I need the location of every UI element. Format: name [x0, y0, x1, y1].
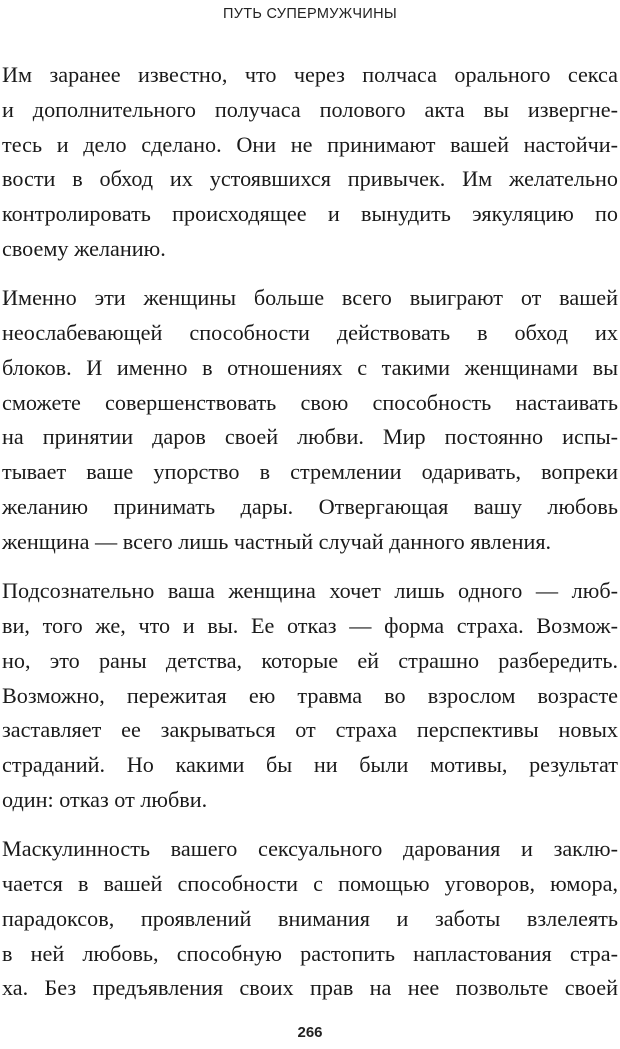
text-line: страданий. Но какими бы ни были мотивы, результат — [2, 752, 618, 778]
text-line: в ней любовь, способную растопить напластования стра- — [2, 940, 618, 966]
text-line: ха. Без предъявления своих прав на нее позвольте своей — [2, 975, 618, 1001]
page-number: 266 — [297, 1024, 323, 1041]
text-line: ви, того же, что и вы. Ее отказ — форма страха. Возмож- — [2, 612, 618, 638]
text-line: блоков. И именно в отношениях с такими женщинами вы — [2, 354, 618, 380]
paragraph — [2, 574, 618, 818]
text-line: заставляет ее закрываться от страха перспективы новых — [2, 717, 618, 743]
text-line: вости в обход их устоявшихся привычек. Им желательно — [2, 166, 618, 192]
text-line: Маскулинность вашего сексуального дарования и заклю- — [2, 836, 618, 862]
text-line: неослабевающей способности действовать в обход их — [2, 320, 618, 346]
text-line: Именно эти женщины больше всего выиграют от вашей — [2, 285, 618, 311]
body-text — [2, 58, 618, 1021]
text-line: Им заранее известно, что через полчаса орального секса — [2, 62, 618, 87]
running-title: ПУТЬ СУПЕРМУЖЧИНЫ — [222, 6, 397, 22]
text-line: и дополнительного получаса полового акта вы извергне- — [2, 96, 618, 122]
text-line: парадоксов, проявлений внимания и заботы взлелеять — [2, 905, 618, 931]
text-line: чается в вашей способности с помощью уговоров, юмора, — [2, 871, 618, 897]
text-line: один: отказ от любви. — [2, 786, 208, 812]
text-line: Подсознательно ваша женщина хочет лишь одного — люб- — [2, 578, 618, 604]
text-line: контролировать происходящее и вынудить эякуляцию по — [2, 201, 618, 227]
text-line: но, это раны детства, которые ей страшно разбередить. — [2, 647, 618, 673]
text-line: женщина — всего лишь частный случай данного явления. — [2, 528, 552, 554]
text-line: сможете совершенствовать свою способность настаивать — [2, 389, 618, 415]
paragraph — [2, 832, 618, 1006]
paragraph — [2, 58, 618, 267]
text-line: тывает ваше упорство в стремлении одаривать, вопреки — [2, 459, 618, 485]
text-line: своему желанию. — [2, 235, 166, 261]
paragraph — [2, 281, 618, 559]
text-line: Возможно, пережитая ею травма во взрослом возрасте — [2, 682, 618, 708]
text-line: желанию принимать дары. Отвергающая вашу любовь — [2, 494, 618, 520]
text-line: на принятии даров своей любви. Мир постоянно испы- — [2, 424, 618, 450]
text-line: тесь и дело сделано. Они не принимают вашей настойчи- — [2, 131, 618, 157]
